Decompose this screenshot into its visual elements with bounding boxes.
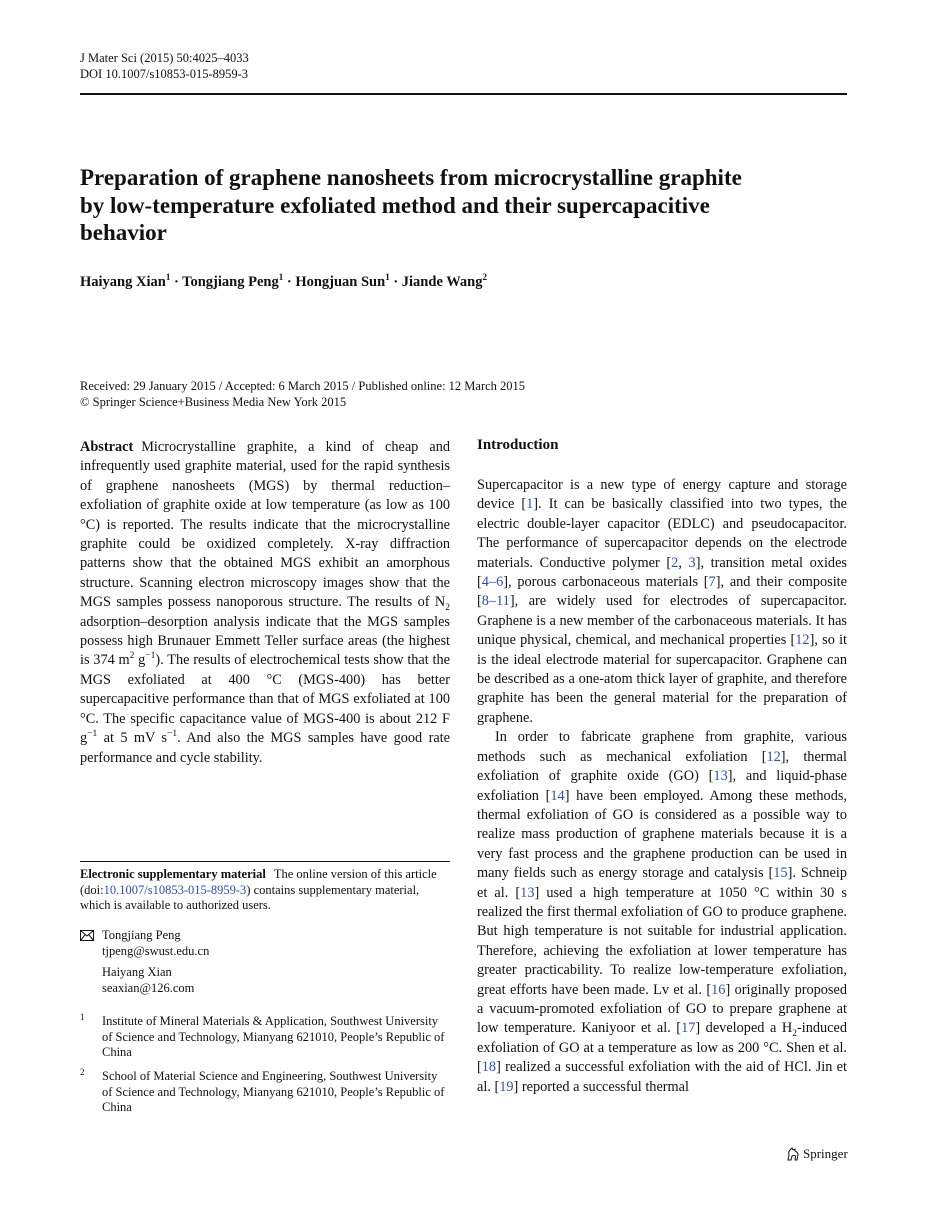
esm-label: Electronic supplementary material xyxy=(80,867,266,881)
section-heading: Introduction xyxy=(477,437,559,453)
text-run: ] developed a H xyxy=(695,1020,793,1037)
citation-link[interactable]: 12 xyxy=(795,632,810,649)
corresponding-author-email[interactable]: seaxian@126.com xyxy=(102,980,195,995)
affiliation xyxy=(80,1014,450,1061)
copyright-notice: © Springer Science+Business Media New York 2015 xyxy=(80,395,347,409)
text-run: ], and liquid-phase exfoliation [ xyxy=(477,768,847,804)
text-run: ]. Schneip et al. [ xyxy=(477,865,847,901)
citation-link[interactable]: 8–11 xyxy=(481,593,510,610)
author-separator: · xyxy=(286,273,292,290)
citation-link[interactable]: 13 xyxy=(520,884,535,901)
springer-horse-icon xyxy=(786,1147,800,1161)
paragraph xyxy=(477,728,847,1097)
author: Hongjuan Sun$^1$ xyxy=(295,272,390,290)
publisher-footer xyxy=(786,1146,848,1162)
author: Jiande Wang$^2$ xyxy=(401,272,488,290)
affiliation-text: School of Material Science and Engineering, Southwest University of Science and Technology, Mianyang 621010, People’s Republic of China xyxy=(102,1069,445,1114)
text-run: ], transition metal oxides [ xyxy=(477,554,847,591)
envelope-icon xyxy=(80,930,94,941)
citation-link[interactable]: 7 xyxy=(708,574,716,591)
text-run: ], thermal exfoliation of graphite oxide (GO) [ xyxy=(477,748,847,785)
text-run: ] have been employed. Among these methods, thermal exfoliation of GO is considered as a possible way to realize mass production of graphene materials because it is a very fast process and the graphene production can be used in many fields such as energy storage and catalysis [ xyxy=(477,787,847,882)
text-run: ], so it is the ideal electrode material for supercapacitor. Graphene can be described as a one-atom thick layer of graphite, and therefore graphite has been the general material for the preparation of graphene. xyxy=(477,632,848,726)
citation-link[interactable]: 4–6 xyxy=(481,574,504,591)
publisher-name: Springer xyxy=(803,1146,848,1161)
affiliation-number: 1 xyxy=(80,1012,85,1022)
citation-link[interactable]: 14 xyxy=(550,787,565,804)
affiliation-number: 2 xyxy=(80,1067,85,1077)
journal-citation: J Mater Sci (2015) 50:4025–4033 xyxy=(80,51,249,65)
footnote-rule xyxy=(80,861,450,862)
citation-link[interactable]: 3 xyxy=(688,554,696,571)
abstract: Abstract Microcrystalline graphite, a kind of cheap and infrequently used graphite material, used for the rapid synthesis of graphene nanosheets (MGS) by thermal reduction–exfoliation of graphite oxide at low temperature (as low as 100 °C) is reported. The results indicate that the microcrystalline graphite could be oxidized completely. X-ray diffraction patterns show that the obtained MGS exhibit an amorphous structure. Scanning electron microscopy images show that the MGS samples possess nanoporous structure. The results of $N_2$ adsorption–desorption analysis indicate that the MGS samples possess high Brunauer Emmett Teller surface areas (the highest is 374 $m^2$ $g^{-1}$). The results of electrochemical tests show that the MGS exfoliated at 400 °C (MGS-400) has better supercapacitive performance than that of MGS exfoliated at 100 °C. The specific capacitance value of MGS-400 is about 212 F $g^{-1}$ at 5 mV $s^{-1}$. And also the MGS samples have good rate performance and cycle stability. xyxy=(80,439,450,766)
corresponding-author-name: Tongjiang Peng xyxy=(102,928,181,942)
publication-dates xyxy=(80,378,525,410)
article-doi: DOI 10.1007/s10853-015-8959-3 xyxy=(80,67,249,81)
received-accepted-dates: Received: 29 January 2015 / Accepted: 6 March 2015 / Published online: 12 March 2015 xyxy=(80,379,526,393)
citation-link[interactable]: 12 xyxy=(766,748,781,765)
author: Tongjiang Peng$^1$ xyxy=(182,272,284,290)
text-run: ] used a high temperature at 1050 °C within 30 s realized the first thermal exfoliation of GO to produce graphene. But high temperature is not suitable for industrial application. Therefore, achieving the exfoliation at lower temperature has greater practicability. To realize low-temperature exfoliation, great efforts have been made. Lv et al. [ xyxy=(477,884,847,998)
citation-link[interactable]: 18 xyxy=(481,1059,497,1076)
text-run: , xyxy=(678,554,689,571)
citation-link[interactable]: 15 xyxy=(773,865,788,882)
paper-title: Preparation of graphene nanosheets from microcrystalline graphite by low-temperature exfoliated method and their supercapacitive behavior xyxy=(80,165,742,245)
corresponding-author-name: Haiyang Xian xyxy=(102,965,172,979)
citation-link[interactable]: 19 xyxy=(499,1078,514,1095)
author-list xyxy=(80,272,487,291)
citation-link[interactable]: 13 xyxy=(713,768,728,785)
supplementary-material-note: Electronic supplementary material The online version of this article (doi:10.1007/s10853-015-8959-3) contains supplementary material, which is available to authorized users. xyxy=(80,867,437,913)
correspondence-block xyxy=(80,928,450,996)
abstract-label: Abstract xyxy=(80,439,134,455)
introduction-body xyxy=(477,476,847,1097)
text-run: ], porous carbonaceous materials [ xyxy=(503,574,709,591)
author-separator: · xyxy=(173,273,179,290)
corresponding-author-email[interactable]: tjpeng@swust.edu.cn xyxy=(102,943,210,958)
paragraph xyxy=(477,476,847,728)
text-run: ], and their composite [ xyxy=(477,574,847,610)
header-rule xyxy=(80,93,847,95)
esm-doi-link[interactable]: 10.1007/s10853-015-8959-3 xyxy=(103,882,247,897)
text-run: ]. It can be basically classified into two types, the electric double-layer capacitor (EDLC) and pseudocapacitor. The performance of supercapacitor depends on the electrode materials. Conductive polymer [ xyxy=(477,496,847,571)
author: Haiyang Xian$^1$ xyxy=(80,272,171,290)
affiliation-text: Institute of Mineral Materials & Application, Southwest University of Science and Technology, Mianyang 621010, People’s Republic of China xyxy=(102,1014,445,1059)
citation-link[interactable]: 17 xyxy=(681,1020,696,1037)
text-run: -induced exfoliation of GO at a temperature as low as 200 °C. Shen et al. [ xyxy=(477,1020,848,1076)
subscript: 2 xyxy=(792,1029,797,1040)
citation-link[interactable]: 2 xyxy=(671,554,679,571)
text-run: ] originally proposed a vacuum-promoted exfoliation of GO to prepare graphene at low temperature. Kaniyoor et al. [ xyxy=(477,981,847,1037)
text-run: ] realized a successful exfoliation with the aid of HCl. Jin et al. [ xyxy=(477,1059,847,1095)
text-run: In order to fabricate graphene from graphite, various methods such as mechanical exfoliation [ xyxy=(477,729,847,765)
journal-header xyxy=(80,50,249,82)
citation-link[interactable]: 16 xyxy=(711,981,726,998)
text-run: ] reported a successful thermal xyxy=(513,1078,689,1095)
text-run: Supercapacitor is a new type of energy capture and storage device [ xyxy=(477,477,847,513)
author-separator: · xyxy=(393,273,399,290)
affiliation xyxy=(80,1069,450,1116)
text-run: ], are widely used for electrodes of supercapacitor. Graphene is a new member of the carbonaceous materials. It has unique physical, chemical, and mechanical properties [ xyxy=(477,593,847,649)
citation-link[interactable]: 1 xyxy=(526,496,534,513)
